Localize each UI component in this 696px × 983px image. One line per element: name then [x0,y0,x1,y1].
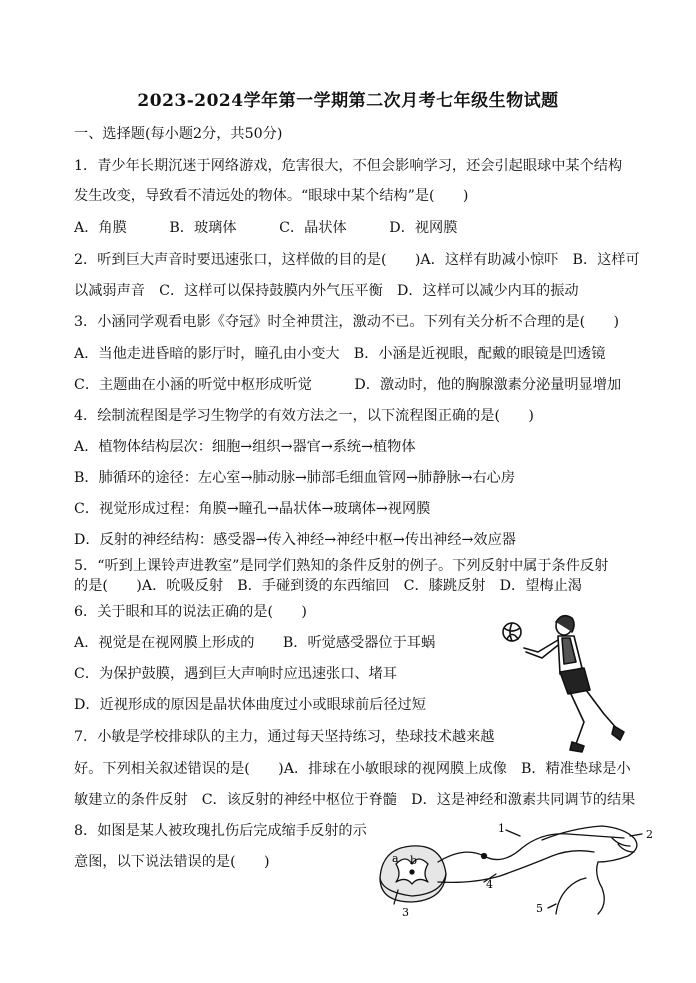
question-5-line-1: 5．“听到上课铃声进教室”是同学们熟知的条件反射的例子。下列反射中属于条件反射 [74,558,609,574]
question-4-option-d: D．反射的神经结构：感受器→传入神经→神经中枢→传出神经→效应器 [74,532,516,548]
question-1-line-1: 1．青少年长期沉迷于网络游戏，危害很大，不但会影响学习，还会引起眼球中某个结构 [74,158,623,174]
reflex-arc-diagram [372,818,668,918]
question-7-line-2: 好。下列相关叙述错误的是( )A．排球在小敏眼球的视网膜上成像 B．精准垫球是小 [74,761,631,777]
label-5: 5 [536,902,543,915]
question-6-stem: 6．关于眼和耳的说法正确的是( ) [74,604,307,620]
question-7-line-3: 敏建立的条件反射 C．该反射的神经中枢位于脊髓 D．这是神经和激素共同调节的结果 [74,792,636,808]
question-1-line-2: 发生改变，导致看不清远处的物体。“眼球中某个结构”是( ) [74,188,469,204]
question-4-stem: 4．绘制流程图是学习生物学的有效方法之一，以下流程图正确的是( ) [74,408,534,424]
question-1-options: A．角膜 B．玻璃体 C．晶状体 D．视网膜 [74,220,458,236]
label-1: 1 [498,822,505,835]
label-2: 2 [646,828,653,841]
question-3-options-ab: A．当他走进昏暗的影厅时，瞳孔由小变大 B．小涵是近视眼，配戴的眼镜是凹透镜 [74,346,606,362]
question-2-line-1: 2．听到巨大声音时要迅速张口，这样做的目的是( )A．这样有助减小惊吓 B．这样可 [74,252,640,268]
question-3-stem: 3．小涵同学观看电影《夺冠》时全神贯注，激动不已。下列有关分析不合理的是( ) [74,314,620,330]
label-a: a [392,852,399,865]
question-8-line-2: 意图，以下说法错误的是( ) [74,854,270,870]
section-heading: 一、选择题(每小题2分，共50分) [74,126,283,142]
question-3-options-cd: C．主题曲在小涵的听觉中枢形成听觉 D．激动时，他的胸腺激素分泌量明显增加 [74,377,622,393]
question-6-option-d: D．近视形成的原因是晶状体曲度过小或眼球前后径过短 [74,697,426,713]
question-6-option-c: C．为保护鼓膜，遇到巨大声响时应迅速张口、堵耳 [74,666,397,682]
question-4-option-b: B．肺循环的途径：左心室→肺动脉→肺部毛细血管网→肺静脉→右心房 [74,470,516,486]
question-5-line-2: 的是( )A．吮吸反射 B．手碰到烫的东西缩回 C．膝跳反射 D．望梅止渴 [74,578,582,594]
question-6-options-ab: A．视觉是在视网膜上形成的 B．听觉感受器位于耳蜗 [74,635,436,651]
question-4-option-c: C．视觉形成过程：角膜→瞳孔→晶状体→玻璃体→视网膜 [74,501,431,517]
question-4-option-a: A．植物体结构层次：细胞→组织→器官→系统→植物体 [74,439,416,455]
label-4: 4 [486,878,493,891]
exam-title: 2023-2024学年第一学期第二次月考七年级生物试题 [137,91,559,111]
label-b: b [410,854,418,867]
label-3: 3 [402,906,409,918]
volleyball-player-figure [498,612,628,760]
question-2-line-2: 以减弱声音 C．这样可以保持鼓膜内外气压平衡 D．这样可以减少内耳的振动 [74,283,579,299]
question-7-line-1: 7．小敏是学校排球队的主力，通过每天坚持练习，垫球技术越来越 [74,729,495,745]
question-8-line-1: 8．如图是某人被玫瑰扎伤后完成缩手反射的示 [74,823,367,839]
